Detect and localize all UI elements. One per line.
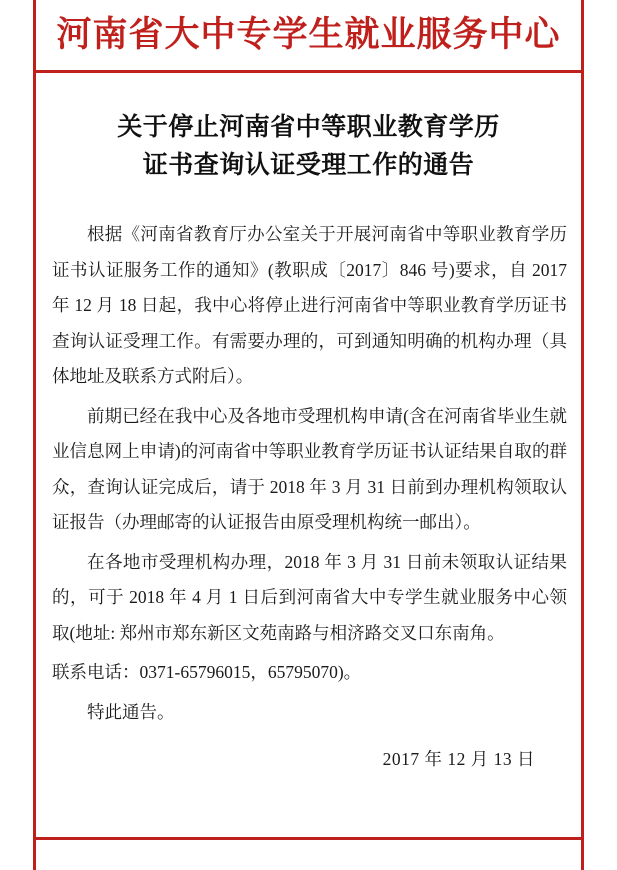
paragraph-2: 前期已经在我中心及各地市受理机构申请(含在河南省毕业生就业信息网上申请)的河南省中等职业教育学历证书认证结果自取的群众，查询认证完成后，请于 2018 年 3 月 31 日前到办理机构领取认证报告（办理邮寄的认证报告由原受理机构统一邮出）。: [52, 405, 567, 533]
page-title: [36, 109, 581, 185]
page-title-line-1: 关于停止河南省中等职业教育学历: [117, 114, 500, 141]
paragraph-1: 根据《河南省教育厅办公室关于开展河南省中等职业教育学历证书认证服务工作的通知》(教职成〔2017〕846 号)要求，自 2017 年 12 月 18 日起，我中心将停止进行河南省中等职业教育学历证书查询认证受理工作。有需要办理的，可到通知明确的机构办理（具体地址及联系方式附后）。: [52, 224, 567, 387]
document-body: [36, 217, 581, 730]
footer-rule: [36, 837, 581, 840]
paragraph-3: 在各地市受理机构办理，2018 年 3 月 31 日前未领取认证结果的，可于 2018 年 4 月 1 日后到河南省大中专学生就业服务中心领取(地址: 郑州市郑东新区文苑南路与相济路交叉口东南角。: [52, 551, 567, 643]
paragraph-5: 特此通告。: [87, 701, 175, 722]
paragraph-4: 联系电话：0371-65796015，65795070)。: [52, 662, 362, 683]
right-vertical-rule: [581, 0, 584, 870]
organization-name: 河南省大中专学生就业服务中心: [56, 15, 561, 54]
page-title-line-2: 证书查询认证受理工作的通告: [142, 152, 475, 179]
document-date: 2017 年 12 月 13 日: [382, 749, 535, 770]
masthead-underline: [36, 70, 581, 73]
document-content: [36, 0, 581, 870]
masthead: [36, 0, 581, 73]
